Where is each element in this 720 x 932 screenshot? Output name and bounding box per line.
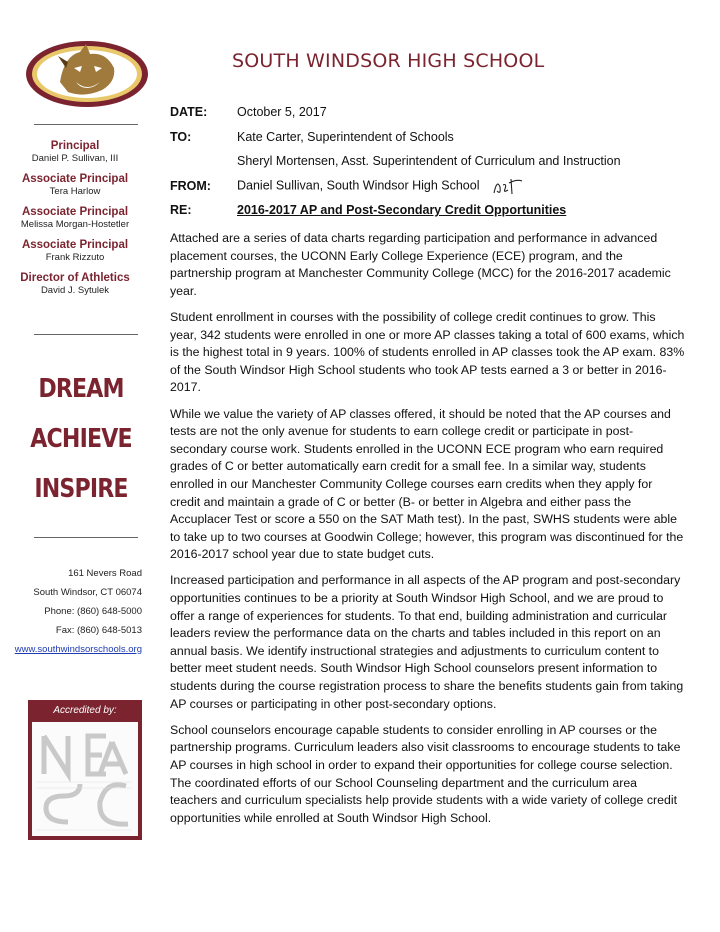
address-phone: Phone: (860) 648-5000	[44, 606, 142, 617]
date-value: October 5, 2017	[237, 105, 327, 120]
from-label: FROM:	[170, 178, 211, 193]
to-recipient-1: Kate Carter, Superintendent of Schools	[237, 129, 454, 144]
body-paragraph: Student enrollment in courses with the possibility of college credit continues to grow. This year, 342 students were enrolled in one or more AP classes taking a total of 600 exams, which is the highest total in 9 years. 100% of students enrolled in AP classes took the AP exam. 83% of the South Windsor High School students who took AP tests earned a 3 or better in 2016-2017.	[170, 309, 685, 395]
staff-name: David J. Sytulek	[40, 285, 110, 296]
memo-row-to-2	[170, 149, 690, 174]
staff-name: Frank Rizzuto	[45, 252, 105, 263]
staff-role: Associate Principal	[21, 206, 129, 218]
motto-inspire: INSPIRE	[34, 474, 128, 504]
school-address	[2, 564, 142, 659]
bobcat-logo	[24, 38, 150, 110]
staff-role: Principal	[50, 140, 100, 152]
date-label: DATE:	[170, 105, 208, 120]
staff-role: Director of Athletics	[20, 272, 130, 284]
memo-row-re	[170, 198, 690, 223]
staff-name: Daniel P. Sullivan, III	[31, 153, 119, 164]
staff-name: Melissa Morgan-Hostetler	[20, 219, 130, 230]
staff-list	[0, 140, 150, 304]
divider	[34, 537, 138, 538]
motto-achieve: ACHIEVE	[30, 424, 132, 454]
address-street: 161 Nevers Road	[68, 568, 142, 579]
handwritten-initials-icon	[491, 175, 525, 197]
motto-dream: DREAM	[38, 374, 124, 404]
school-name-heading: SOUTH WINDSOR HIGH SCHOOL	[232, 50, 545, 72]
re-subject: 2016-2017 AP and Post-Secondary Credit Opportunities	[237, 203, 567, 218]
body-paragraph: While we value the variety of AP classes offered, it should be noted that the AP courses and tests are not the only avenue for students to earn college credit or participate in post-secondary course work. Students enrolled in the UCONN ECE program who earn required grades of C or better automatically earn credit for a small fee. In a similar way, students enrolled in our Manchester Community College courses earn credits when they apply for credit and maintain a grade of C or better (B- or better in Algebra and either pass the Accuplacer Test or score a 550 on the SAT Math test). In the past, SWHS students were able to take up to two courses at Goodwin College; however, this program was discontinued for the 2016-2017 school year due to state budget cuts.	[170, 406, 684, 562]
sidebar	[22, 38, 150, 115]
staff-role: Associate Principal	[21, 173, 129, 185]
divider	[34, 124, 138, 125]
from-value: Daniel Sullivan, South Windsor High School	[237, 178, 480, 193]
staff-role: Associate Principal	[21, 239, 129, 251]
accreditation-label: Accredited by:	[53, 705, 117, 716]
re-label: RE:	[170, 203, 192, 218]
address-fax: Fax: (860) 648-5013	[55, 625, 142, 636]
to-label: TO:	[170, 129, 192, 144]
website-link[interactable]: www.southwindsorschools.org	[14, 644, 142, 655]
memo-header	[170, 100, 690, 223]
memo-body	[170, 230, 685, 836]
accreditation-panel	[28, 700, 142, 840]
staff-name: Tera Harlow	[49, 186, 101, 197]
memo-row-from	[170, 174, 690, 199]
address-city: South Windsor, CT 06074	[33, 587, 142, 598]
neasc-seal-icon	[32, 722, 138, 836]
memo-row-date	[170, 100, 690, 125]
body-paragraph: Increased participation and performance in all aspects of the AP program and post-secondary opportunities continues to be a priority at South Windsor High School, and we are proud to offer a range of experiences for students. To that end, building administration and curricular leaders review the performance data on the charts and tables included in this report on an annual basis. We identify instructional strategies and adjustments to curriculum content to better meet student needs. South Windsor High School counselors present information to students during the course registration process to share the benefits students gain from taking AP courses or participating in other post-secondary options.	[170, 573, 684, 711]
body-paragraph: Attached are a series of data charts regarding participation and performance in advanced placement courses, the UCONN Early College Experience (ECE) program, and the partnership program at Manchester Community College (MCC) for the 2016-2017 academic year.	[170, 231, 671, 298]
memo-row-to	[170, 125, 690, 150]
body-paragraph: School counselors encourage capable students to consider enrolling in AP courses or the partnership programs. Curriculum leaders also visit classrooms to encourage students to take AP courses in high school in order to expand their opportunities for college course selection. The coordinated efforts of our School Counseling department and the curriculum area teachers and curriculum specialists help provide students with a wide variety of college credit opportunities while enrolled at South Windsor High School.	[170, 722, 681, 825]
divider	[34, 334, 138, 335]
to-recipient-2: Sheryl Mortensen, Asst. Superintendent of Curriculum and Instruction	[237, 154, 621, 169]
